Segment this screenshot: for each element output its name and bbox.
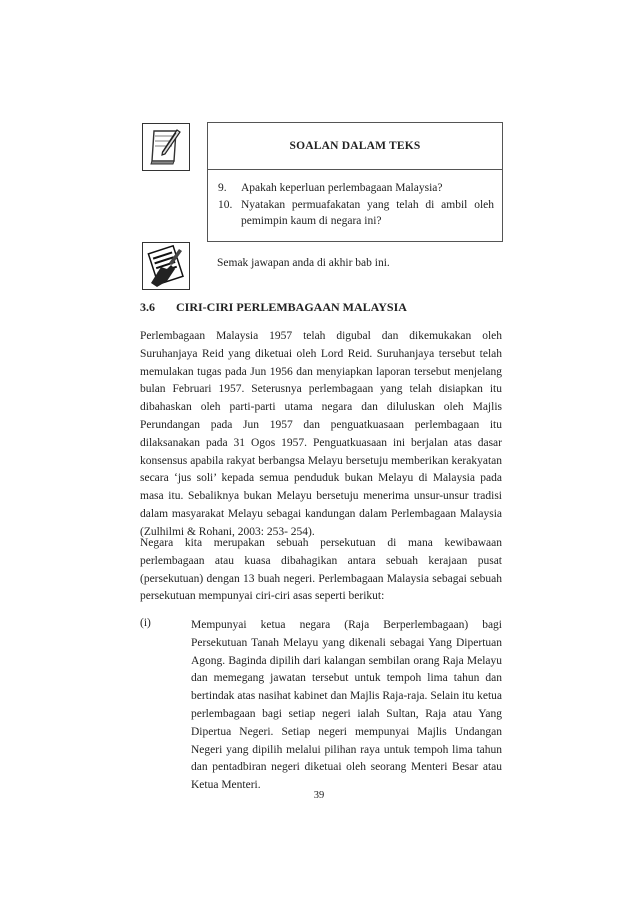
- question-number: 9.: [218, 182, 227, 194]
- page-number: 39: [313, 790, 325, 801]
- question-number: 10.: [218, 199, 233, 211]
- paragraph: Perlembagaan Malaysia 1957 telah digubal dan dikemukakan oleh Suruhanjaya Reid yang diketuai oleh Lord Reid. Suruhanjaya tersebut telah memulakan tugas pada Jun 1956 dan menyiapkan laporan tersebut menjelang bulan Februari 1957. Seterusnya perlembagaan yang telah disiapkan itu dibahaskan oleh parti-parti utama negara dan diluluskan oleh Majlis Perundangan pada Jun 1957 dan penguatkuasaan perlembagaan itu dilaksanakan pada 31 Ogos 1957. Penguatkuasaan ini berjalan atas dasar konsensus apabila rakyat berbangsa Melayu bersetuju memberikan kerakyatan secara ‘jus soli’ kepada semua penduduk bukan Melayu di Malaysia pada masa itu. Sebaliknya bukan Melayu bersetuju menerima unsur-unsur tradisi dalam masyarakat Melayu sebagai kandungan dalam Perlembagaan Malaysia (Zulhilmi & Rohani, 2003: 253- 254).: [140, 330, 502, 538]
- notepad-pencil-icon: [142, 123, 190, 171]
- question-item: [218, 197, 494, 231]
- list-item-number: (i): [140, 617, 151, 629]
- question-item: [218, 180, 494, 196]
- list-item-text: Mempunyai ketua negara (Raja Berperlembagaan) bagi Persekutuan Tanah Melayu yang dikenali sebagai Yang Dipertuan Agong. Baginda dipilih dari kalangan sembilan orang Raja Melayu dan memegang jawatan tersebut untuk tempoh lima tahun dan bertindak atas nasihat kabinet dan Majlis Raja-raja. Selain itu ketua perlembagaan bagi setiap negeri ialah Sultan, Raja atau Yang Dipertua Negeri. Setiap negeri mempunyai Majlis Undangan Negeri yang dipilih melalui pilihan raya untuk tempoh lima tahun dan pentadbiran negeri diketuai oleh seorang Menteri Besar atau Ketua Menteri.: [191, 619, 502, 792]
- checklist-hand-icon: [142, 242, 190, 290]
- section-number: 3.6: [140, 300, 155, 314]
- section-title: CIRI-CIRI PERLEMBAGAAN MALAYSIA: [176, 300, 407, 314]
- paragraph: Negara kita merupakan sebuah persekutuan di mana kewibawaan perlembagaan atau kuasa dibahagikan antara sebuah kerajaan pusat (persekutuan) dengan 13 buah negeri. Perlembagaan Malaysia sebagai sebuah persekutuan mempunyai ciri-ciri asas seperti berikut:: [140, 537, 502, 603]
- textbox-title: SOALAN DALAM TEKS: [208, 123, 502, 170]
- question-text: Nyatakan permuafakatan yang telah di ambil oleh pemimpin kaum di negara ini?: [241, 199, 494, 227]
- check-answer-note: Semak jawapan anda di akhir bab ini.: [217, 257, 390, 269]
- question-text: Apakah keperluan perlembagaan Malaysia?: [241, 182, 443, 194]
- question-textbox: [207, 122, 503, 242]
